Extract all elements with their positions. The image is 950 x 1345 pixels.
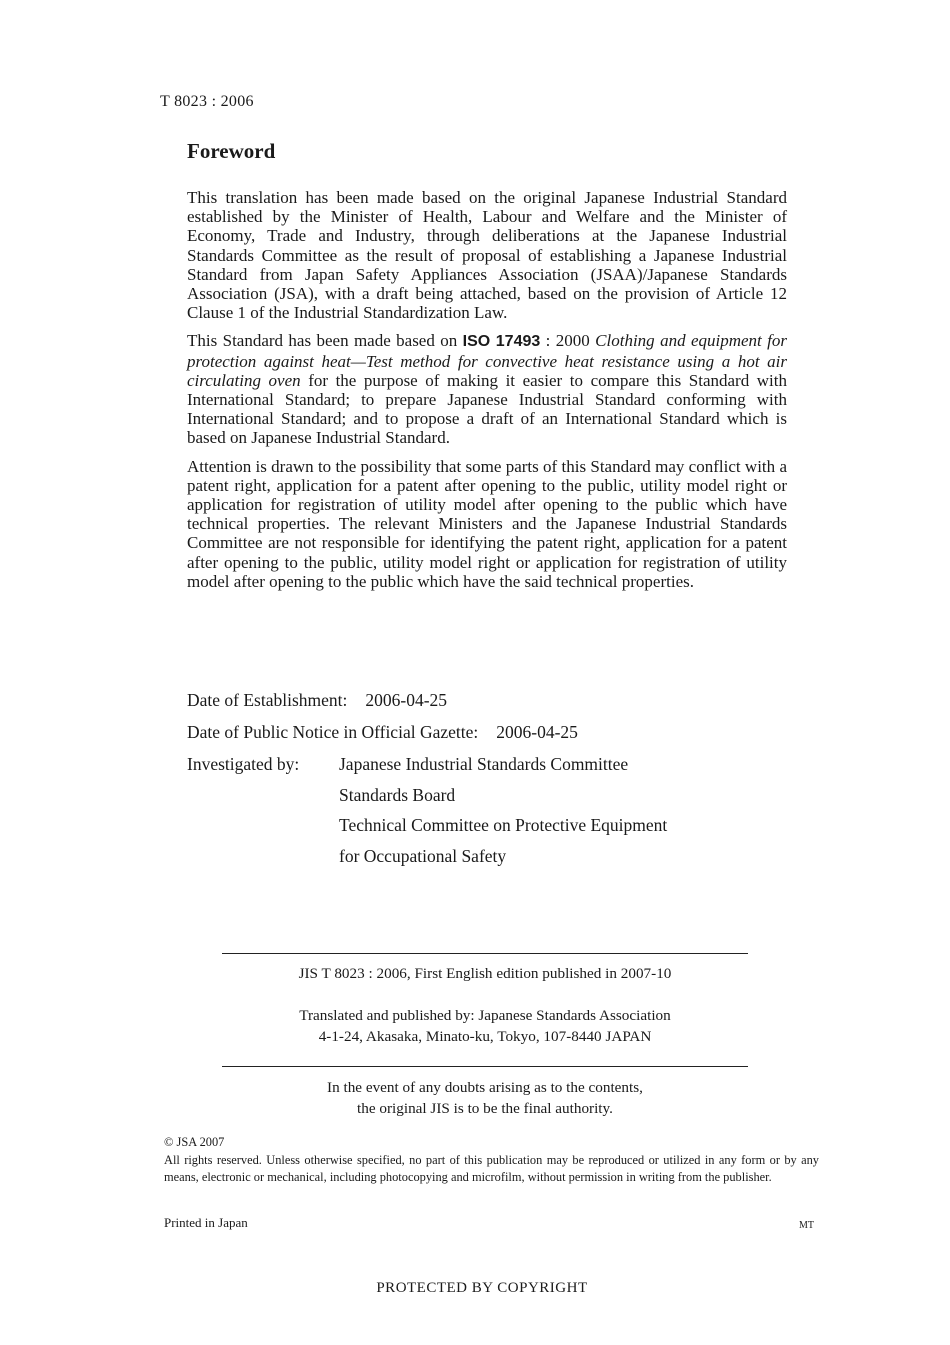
mt-mark: MT: [799, 1220, 814, 1231]
investigator-item: Japanese Industrial Standards Committee: [339, 754, 629, 774]
establishment-date: 2006-04-25: [365, 690, 448, 710]
rights-statement: All rights reserved. Unless otherwise specified, no part of this publication may be reproduced or utilized in any form or by any means, electronic or mechanical, including photocopying and microfilm, without permission in writing from the publisher.: [164, 1152, 819, 1184]
iso-year: : 2000: [540, 331, 596, 351]
paragraph-patent: Attention is drawn to the possibility that some parts of this Standard may conflict with a patent right, application for a patent after opening to the public, utility model right or application for registration of utility model after opening to the public which have technical properties. The relevant Ministers and the Japanese Industrial Standards Committee are not responsible for identifying the patent right, application for a patent after opening to the public, utility model right or application for registration of utility model after opening to the public which have the said technical properties.: [187, 456, 787, 591]
investigator-item: Technical Committee on Protective Equipment: [339, 815, 668, 835]
document-code: T 8023 : 2006: [160, 93, 254, 110]
copyright-block: [164, 1134, 819, 1187]
basis-text-start: This Standard has been made based on: [187, 331, 463, 351]
investigated-row: [187, 752, 807, 871]
investigator-item: Standards Board: [339, 784, 456, 805]
iso-title: Clothing and equipment for protection against heat—Test method for convective heat resistance using a hot air circulating oven: [187, 331, 787, 390]
paragraph-origin: This translation has been made based on the original Japanese Industrial Standard established by the Minister of Health, Labour and Welfare and the Minister of Economy, Trade and Industry, through deliberations at the Japanese Industrial Standards Committee as the result of proposal of establishing a Japanese Industrial Standard from Japan Safety Appliances Association (JSAA)/Japanese Standards Association (JSA), with a draft being attached, based on the provision of Article 12 Clause 1 of the Industrial Standardization Law.: [187, 188, 787, 323]
establishment-row: [187, 688, 807, 720]
gazette-label: Date of Public Notice in Official Gazette:: [187, 722, 479, 742]
basis-text-end: for the purpose of making it easier to compare this Standard with International Standard; to prepare Japanese Industrial Standard conforming with International Standard; and to propose a draft of an International Standard which is based on Japanese Industrial Standard.: [187, 370, 787, 448]
gazette-date: 2006-04-25: [496, 722, 578, 742]
publisher-line: Translated and published by: Japanese Standards Association: [299, 1007, 671, 1024]
establishment-label: Date of Establishment:: [187, 690, 348, 710]
paragraph-basis: [187, 331, 787, 447]
investigator-item: for Occupational Safety: [339, 845, 507, 866]
top-divider: [222, 953, 748, 954]
publisher-address: 4-1-24, Akasaka, Minato-ku, Tokyo, 107-8440 JAPAN: [318, 1028, 652, 1045]
foreword-body: [187, 188, 787, 600]
investigators-list: [339, 749, 667, 871]
authority-line-1: In the event of any doubts arising as to the contents,: [327, 1079, 643, 1096]
edition-line: JIS T 8023 : 2006, First English edition published in 2007-10: [298, 965, 672, 982]
establishment-info: [187, 688, 807, 871]
copyright-footer: PROTECTED BY COPYRIGHT: [376, 1280, 588, 1296]
copyright-notice: © JSA 2007: [164, 1135, 225, 1149]
investigated-label: Investigated by:: [187, 754, 300, 774]
iso-reference: ISO 17493: [462, 333, 541, 351]
page-title: Foreword: [187, 139, 276, 163]
printed-in: Printed in Japan: [164, 1215, 248, 1230]
authority-line-2: the original JIS is to be the final authority.: [357, 1100, 613, 1117]
bottom-divider: [222, 1066, 748, 1067]
gazette-row: [187, 720, 807, 752]
